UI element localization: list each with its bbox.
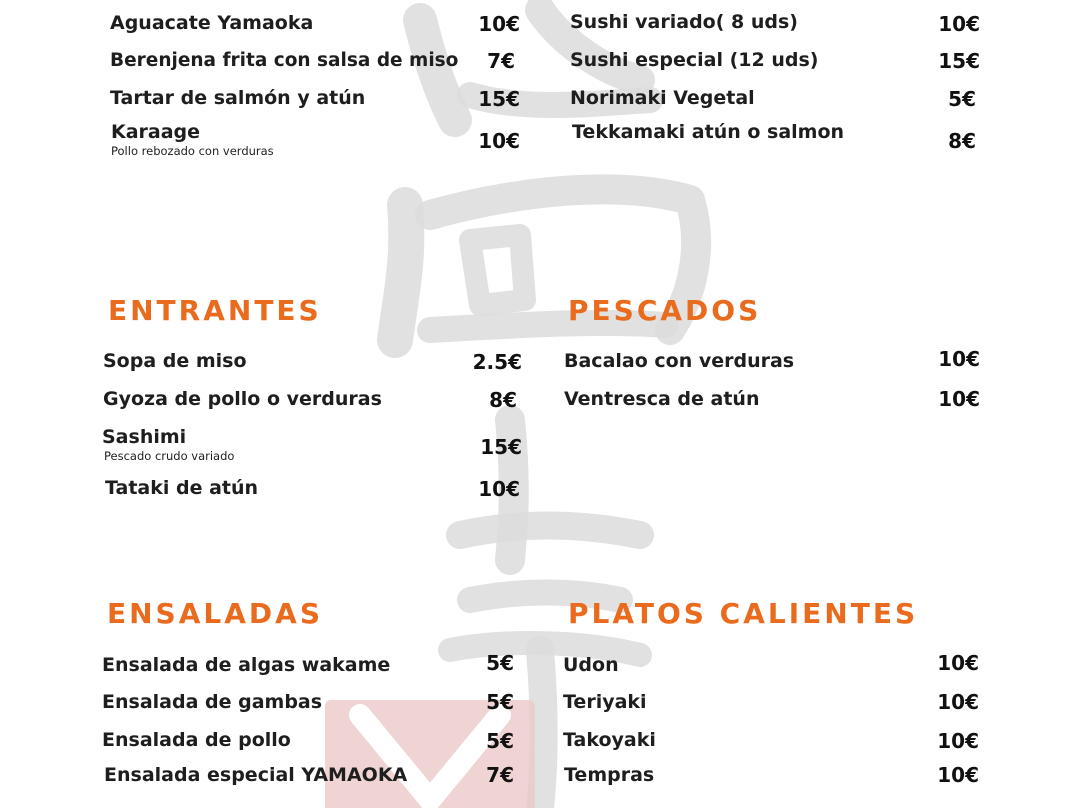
section-title-ensaladas: ENSALADAS <box>107 597 323 630</box>
item-name: Udon <box>563 654 619 676</box>
item-price: 10€ <box>938 387 980 411</box>
item-price: 8€ <box>489 388 517 412</box>
item-name: Gyoza de pollo o verduras <box>103 388 382 410</box>
menu-item <box>570 89 755 108</box>
item-name: Norimaki Vegetal <box>570 87 755 109</box>
menu-item <box>110 89 365 108</box>
item-name: Ventresca de atún <box>564 388 760 410</box>
menu-item <box>102 693 322 712</box>
item-name: Tartar de salmón y atún <box>110 87 366 109</box>
item-price: 15€ <box>478 87 520 111</box>
item-name: Tataki de atún <box>105 477 259 499</box>
section-title-platos-calientes: PLATOS CALIENTES <box>568 597 919 630</box>
menu-item <box>570 13 798 32</box>
item-name: Ensalada de algas wakame <box>102 654 391 676</box>
menu-item <box>570 51 818 70</box>
item-name: Aguacate Yamaoka <box>110 12 314 34</box>
item-description: Pollo rebozado con verduras <box>111 144 274 158</box>
item-price: 2.5€ <box>472 350 522 374</box>
item-price: 10€ <box>937 651 979 675</box>
item-name: Bacalao con verduras <box>564 350 795 372</box>
item-price: 15€ <box>938 49 980 73</box>
item-price: 10€ <box>478 12 520 36</box>
item-name: Tempras <box>564 764 655 786</box>
item-price: 5€ <box>486 729 514 753</box>
item-name: Teriyaki <box>563 691 647 713</box>
item-name: Karaage <box>111 121 201 143</box>
item-name: Sushi especial (12 uds) <box>570 49 819 71</box>
item-name: Sashimi <box>102 426 187 448</box>
menu-item <box>103 390 382 409</box>
item-description: Pescado crudo variado <box>104 449 235 463</box>
menu-item <box>111 123 274 158</box>
section-title-pescados: PESCADOS <box>568 294 762 327</box>
item-name: Tekkamaki atún o salmon <box>572 121 845 143</box>
item-name: Sushi variado( 8 uds) <box>570 11 798 33</box>
item-price: 10€ <box>937 763 979 787</box>
section-title-entrantes: ENTRANTES <box>108 294 322 327</box>
item-price: 8€ <box>948 129 976 153</box>
menu-item <box>105 479 258 498</box>
item-price: 10€ <box>478 129 520 153</box>
menu-item <box>102 731 291 750</box>
menu-item <box>572 123 844 142</box>
menu-item <box>102 428 234 463</box>
menu-item <box>104 766 407 785</box>
item-price: 10€ <box>937 690 979 714</box>
item-name: Ensalada de pollo <box>102 729 291 751</box>
menu-item <box>103 352 247 371</box>
menu-item <box>102 656 390 675</box>
menu-item <box>563 693 647 712</box>
item-price: 10€ <box>478 477 520 501</box>
menu-item <box>563 731 656 750</box>
menu-item <box>110 14 313 33</box>
item-price: 7€ <box>486 763 514 787</box>
menu-item <box>564 766 654 785</box>
item-name: Takoyaki <box>563 729 656 751</box>
item-price: 5€ <box>486 690 514 714</box>
item-price: 10€ <box>937 729 979 753</box>
item-price: 15€ <box>480 435 522 459</box>
item-name: Ensalada de gambas <box>102 691 323 713</box>
item-name: Sopa de miso <box>103 350 247 372</box>
item-price: 10€ <box>938 12 980 36</box>
item-name: Berenjena frita con salsa de miso <box>110 50 459 71</box>
menu-item <box>564 352 794 371</box>
item-price: 7€ <box>487 49 515 73</box>
item-price: 10€ <box>938 347 980 371</box>
item-price: 5€ <box>948 87 976 111</box>
menu-item <box>563 656 619 675</box>
menu-item <box>110 51 458 71</box>
item-name: Ensalada especial YAMAOKA <box>104 764 408 786</box>
menu-item <box>564 390 759 409</box>
item-price: 5€ <box>486 651 514 675</box>
